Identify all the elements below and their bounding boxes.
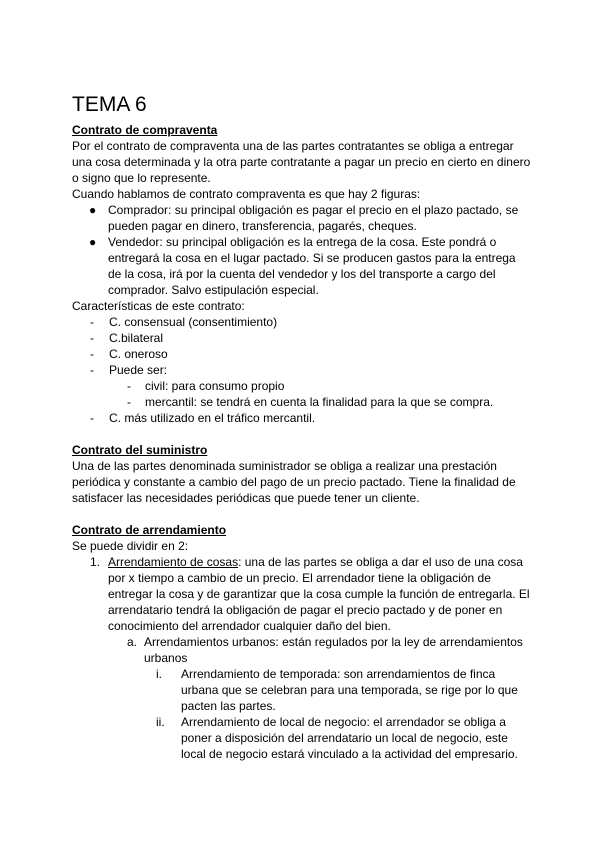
section-compraventa <box>72 122 532 426</box>
bullet-icon: ● <box>89 235 97 249</box>
list-item: - C. consensual (consentimiento) <box>90 315 278 329</box>
list-item: i. Arrendamiento de temporada: son arrendamientos de finca urbana que se celebran para una temporada, se rige por lo que pacten las partes. <box>156 667 518 713</box>
list-item: ● Comprador: su principal obligación es pagar el precio en el plazo pactado, se pueden pagar en dinero, transferencia, pagarés, cheques. <box>89 203 519 233</box>
paragraph: Cuando hablamos de contrato compraventa es que hay 2 figuras: <box>72 187 421 201</box>
paragraph: Se puede dividir en 2: <box>72 539 189 553</box>
paragraph: Características de este contrato: <box>72 299 245 313</box>
list-item: a. Arrendamientos urbanos: están regulados por la ley de arrendamientos urbanos <box>127 635 523 665</box>
document-page <box>72 92 532 762</box>
list-item: - Puede ser: <box>90 363 168 377</box>
section-suministro <box>72 442 532 506</box>
section-heading: Contrato de compraventa <box>72 123 218 137</box>
list-item: ii. Arrendamiento de local de negocio: el arrendador se obliga a poner a disposición del arrendatario un local de negocio, este local de negocio estará vinculado a la actividad del empresario. <box>156 715 518 761</box>
list-item: - C.bilateral <box>90 331 164 345</box>
list-item: - C. oneroso <box>90 347 168 361</box>
list-item: - C. más utilizado en el tráfico mercantil. <box>90 411 316 425</box>
section-arrendamiento <box>72 522 532 762</box>
term: Arrendamiento de cosas <box>108 555 239 569</box>
page-title: TEMA 6 <box>72 93 147 116</box>
bullet-icon: ● <box>89 203 97 217</box>
section-heading: Contrato de arrendamiento <box>72 523 227 537</box>
paragraph: Una de las partes denominada suministrador se obliga a realizar una prestación periódica y constante a cambio del pago de un precio pactado. Tiene la finalidad de satisfacer las necesidades periódicas que puede tener un cliente. <box>72 459 516 505</box>
paragraph: Por el contrato de compraventa una de las partes contratantes se obliga a entregar una cosa determinada y la otra parte contratante a pagar un precio en cierto en dinero o signo que lo represente. <box>72 139 531 185</box>
section-heading: Contrato del suministro <box>72 443 208 457</box>
list-item: ● Vendedor: su principal obligación es la entrega de la cosa. Este pondrá o entregará la cosa en el lugar pactado. Si se producen gastos para la entrega de la cosa, irá por la cuenta del vendedor y los del transporte a cargo del comprador. Salvo estipulación especial. <box>89 235 516 297</box>
list-item: - mercantil: se tendrá en cuenta la finalidad para la que se compra. <box>127 395 494 409</box>
list-item: - civil: para consumo propio <box>127 379 285 393</box>
list-item: 1. Arrendamiento de cosas: una de las partes se obliga a dar el uso de una cosa por x tiempo a cambio de un precio. El arrendador tiene la obligación de entregar la cosa y de garantizar que la cosa cumple la función de entregarla. El arrendatario tendrá la obligación de pagar el precio pactado y de poner en conocimiento del arrendador cualquier daño del bien. <box>90 555 530 633</box>
